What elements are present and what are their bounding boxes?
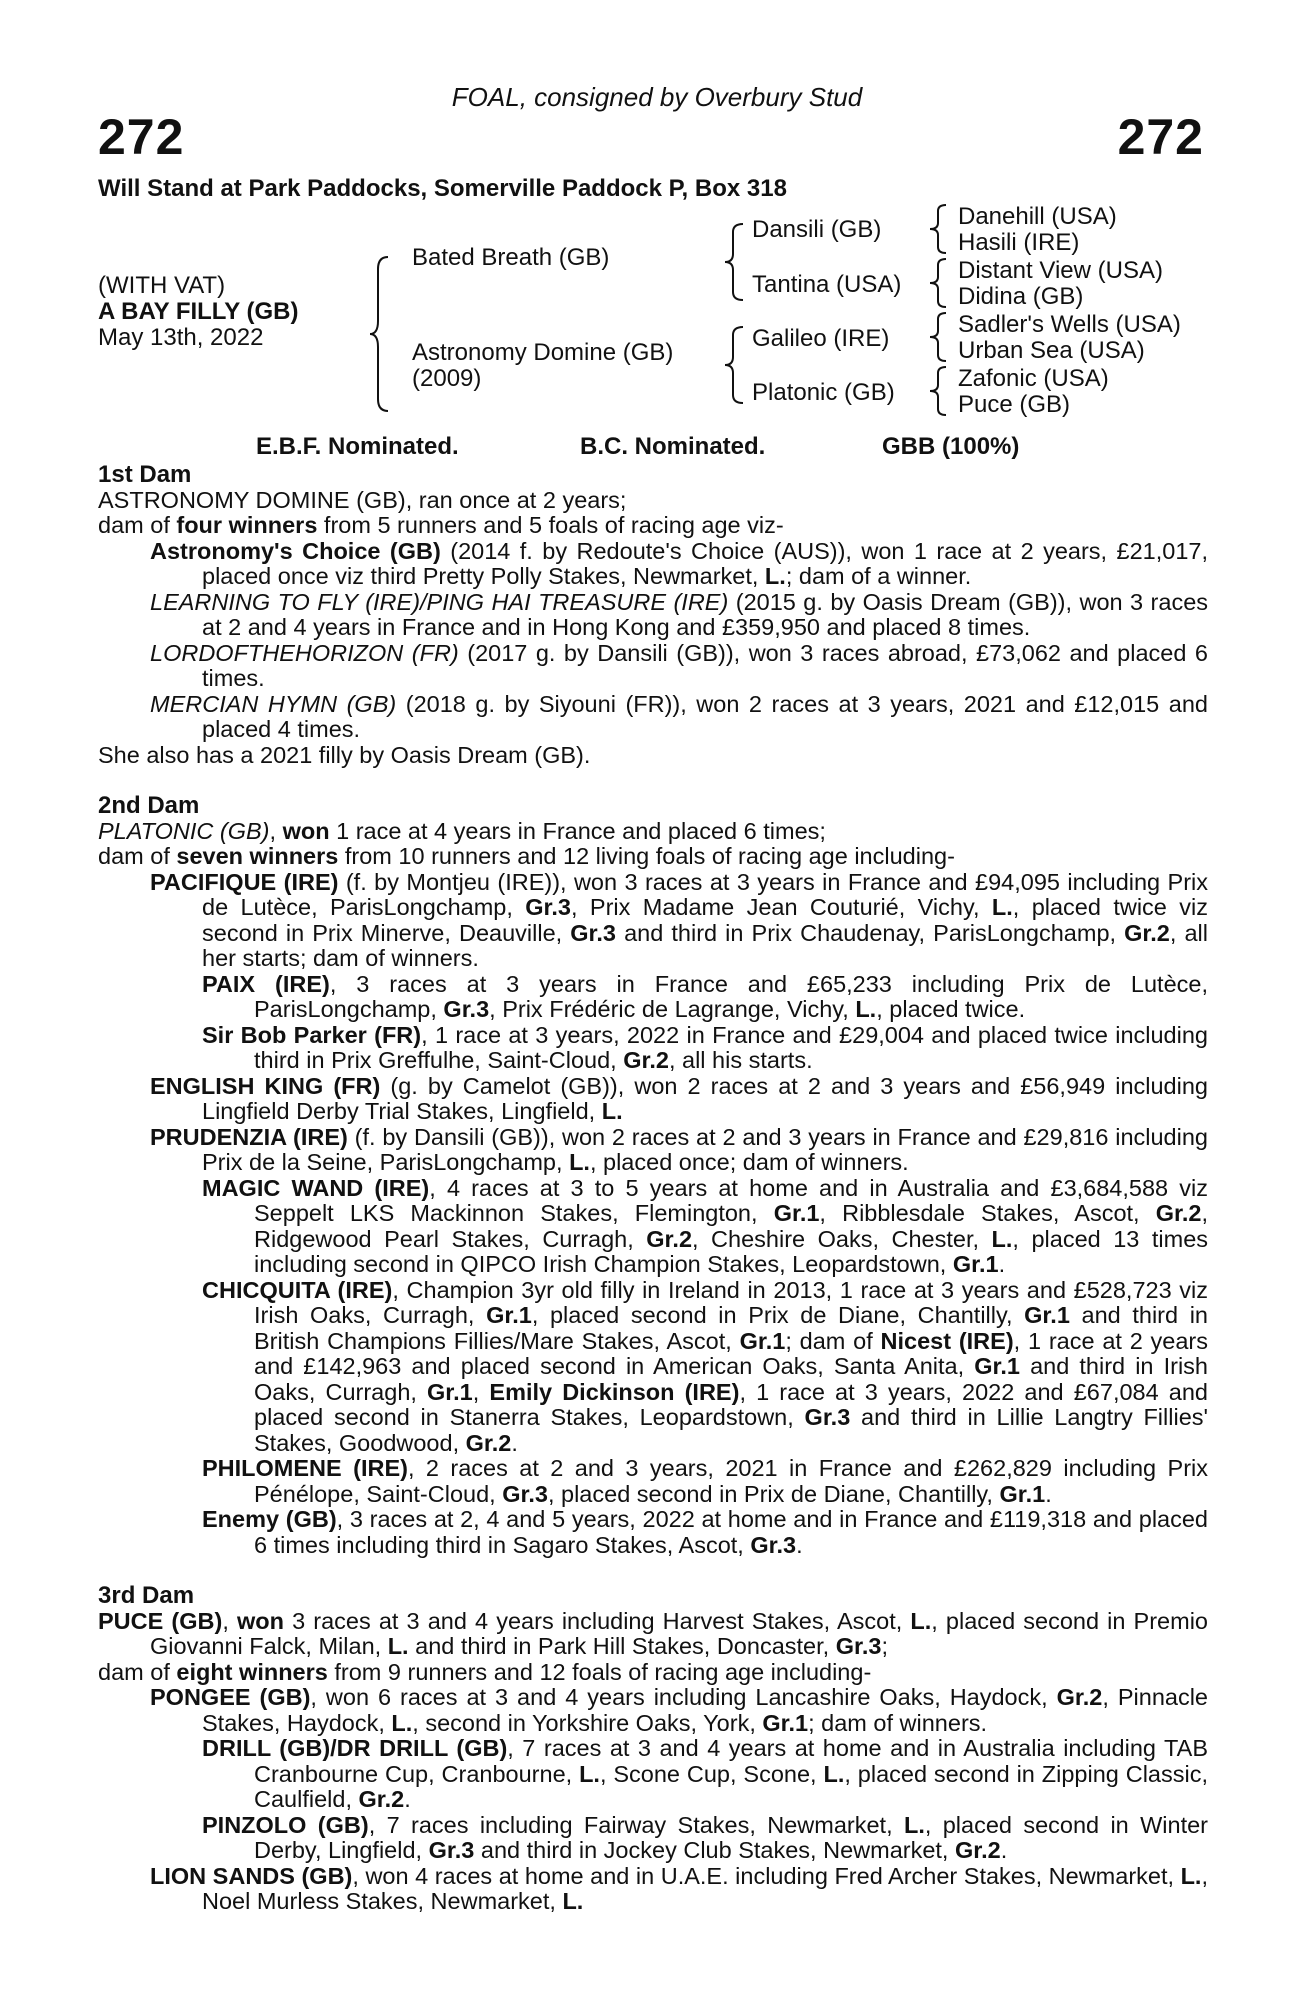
dam: Astronomy Domine (GB) bbox=[412, 339, 674, 366]
produce-record bbox=[98, 462, 1208, 1915]
dam-produce-summary: dam of four winners from 5 runners and 5 foals of racing age viz- bbox=[98, 512, 784, 538]
pedigree-brace bbox=[725, 325, 749, 405]
section-heading: 1st Dam bbox=[98, 461, 192, 488]
produce-entry: Sir Bob Parker (FR), 1 race at 3 years, 2022 in France and £29,004 and placed twice including third in Prix Greffulhe, Saint-Cloud, Gr.2, all his starts. bbox=[202, 1021, 1208, 1073]
pedigree-g2-1: Dansili (GB) bbox=[752, 216, 882, 243]
produce-entry: PAIX (IRE), 3 races at 3 years in France and £65,233 including Prix de Lutèce, ParisLongchamp, Gr.3, Prix Frédéric de Lagrange, Vichy, L., placed twice. bbox=[202, 970, 1208, 1022]
pedigree-brace bbox=[930, 365, 952, 417]
dam-summary: PLATONIC (GB), won 1 race at 4 years in France and placed 6 times; bbox=[98, 817, 826, 844]
pedigree-g3-1: Danehill (USA) bbox=[958, 203, 1117, 230]
stand-location: Will Stand at Park Paddocks, Somerville Paddock P, Box 318 bbox=[98, 175, 787, 202]
produce-entry: PRUDENZIA (IRE) (f. by Dansili (GB)), won 2 races at 2 and 3 years in France and £29,816 including Prix de la Seine, ParisLongchamp, L., placed once; dam of winners. bbox=[150, 1123, 1208, 1175]
pedigree-g3-3: Distant View (USA) bbox=[958, 257, 1163, 284]
produce-entry: DRILL (GB)/DR DRILL (GB), 7 races at 3 and 4 years at home and in Australia including TAB Cranbourne Cup, Cranbourne, L., Scone Cup, Scone, L., placed second in Zipping Classic, Caulfield, Gr.2. bbox=[202, 1735, 1208, 1812]
produce-entry: MAGIC WAND (IRE), 4 races at 3 to 5 years at home and in Australia and £3,684,588 viz Seppelt LKS Mackinnon Stakes, Flemington, Gr.1, Ribblesdale Stakes, Ascot, Gr.2, Ridgewood Pearl Stakes, Curragh, Gr.2, Cheshire Oaks, Chester, L., placed 13 times including second in QIPCO Irish Champion Stakes, Leopardstown, Gr.1. bbox=[202, 1174, 1209, 1277]
pedigree-g3-2: Hasili (IRE) bbox=[958, 229, 1080, 256]
nomination-gbb: GBB (100%) bbox=[882, 433, 1020, 460]
dam-closing-note: She also has a 2021 filly by Oasis Dream (GB). bbox=[98, 741, 591, 768]
produce-entry: Enemy (GB), 3 races at 2, 4 and 5 years, 2022 at home and in France and £119,318 and placed 6 times including third in Sagaro Stakes, Ascot, Gr.3. bbox=[202, 1506, 1208, 1558]
produce-entry: PACIFIQUE (IRE) (f. by Montjeu (IRE)), won 3 races at 3 years in France and £94,095 including Prix de Lutèce, ParisLongchamp, Gr.3, Prix Madame Jean Couturié, Vichy, L., placed twice viz second in Prix Minerve, Deauville, Gr.3 and third in Prix Chaudenay, ParisLongchamp, Gr.2, all her starts; dam of winners. bbox=[150, 868, 1208, 971]
dam-year: (2009) bbox=[412, 365, 482, 392]
sire: Bated Breath (GB) bbox=[412, 244, 610, 271]
nomination-ebf: E.B.F. Nominated. bbox=[256, 433, 459, 460]
pedigree-brace bbox=[725, 222, 749, 302]
section-heading: 2nd Dam bbox=[98, 792, 200, 819]
lot-number-right: 272 bbox=[1117, 109, 1204, 165]
produce-entry: PINZOLO (GB), 7 races including Fairway Stakes, Newmarket, L., placed second in Winter Derby, Lingfield, Gr.3 and third in Jockey Club Stakes, Newmarket, Gr.2. bbox=[202, 1811, 1208, 1863]
dam-produce-summary: dam of eight winners from 9 runners and 12 foals of racing age including- bbox=[98, 1658, 872, 1685]
produce-entry: CHICQUITA (IRE), Champion 3yr old filly in Ireland in 2013, 1 race at 3 years and £528,723 viz Irish Oaks, Curragh, Gr.1, placed second in Prix de Diane, Chantilly, Gr.1 and third in British Champions Fillies/Mare Stakes, Ascot, Gr.1; dam of Nicest (IRE), 1 race at 2 years and £142,963 and placed second in American Oaks, Santa Anita, Gr.1 and third in Irish Oaks, Curragh, Gr.1, Emily Dickinson (IRE), 1 race at 3 years, 2022 and £67,084 and placed second in Stanerra Stakes, Leopardstown, Gr.3 and third in Lillie Langtry Fillies' Stakes, Goodwood, Gr.2. bbox=[202, 1276, 1209, 1456]
vat-note: (WITH VAT) bbox=[98, 272, 226, 299]
lot-number-left: 272 bbox=[98, 109, 185, 165]
pedigree-g3-5: Sadler's Wells (USA) bbox=[958, 311, 1181, 338]
section-heading: 3rd Dam bbox=[98, 1582, 195, 1609]
produce-entry: PONGEE (GB), won 6 races at 3 and 4 years including Lancashire Oaks, Haydock, Gr.2, Pinnacle Stakes, Haydock, L., second in Yorkshire Oaks, York, Gr.1; dam of winners. bbox=[150, 1684, 1208, 1736]
produce-entry: PHILOMENE (IRE), 2 races at 2 and 3 years, 2021 in France and £262,829 including Prix Pénélope, Saint-Cloud, Gr.3, placed second in Prix de Diane, Chantilly, Gr.1. bbox=[202, 1455, 1208, 1507]
produce-entry: MERCIAN HYMN (GB) (2018 g. by Siyouni (FR)), won 2 races at 3 years, 2021 and £12,015 and placed 4 times. bbox=[150, 690, 1208, 742]
pedigree-brace bbox=[370, 255, 394, 413]
nomination-bc: B.C. Nominated. bbox=[580, 433, 766, 460]
pedigree-g3-6: Urban Sea (USA) bbox=[958, 337, 1145, 364]
lot-title: A BAY FILLY (GB) bbox=[98, 298, 299, 325]
produce-entry: Astronomy's Choice (GB) (2014 f. by Redoute's Choice (AUS)), won 1 race at 2 years, £21,017, placed once viz third Pretty Polly Stakes, Newmarket, L.; dam of a winner. bbox=[150, 537, 1208, 589]
pedigree-brace bbox=[930, 311, 952, 363]
dam-produce-summary: dam of seven winners from 10 runners and 12 living foals of racing age including- bbox=[98, 843, 955, 869]
consignment-line: FOAL, consigned by Overbury Stud bbox=[451, 82, 863, 112]
foaling-date: May 13th, 2022 bbox=[98, 324, 264, 351]
pedigree-brace bbox=[930, 257, 952, 309]
produce-entry: LION SANDS (GB), won 4 races at home and in U.A.E. including Fred Archer Stakes, Newmarket, L., Noel Murless Stakes, Newmarket, L. bbox=[150, 1862, 1208, 1914]
pedigree-g3-4: Didina (GB) bbox=[958, 283, 1084, 310]
produce-entry: LEARNING TO FLY (IRE)/PING HAI TREASURE (IRE) (2015 g. by Oasis Dream (GB)), won 3 races at 2 and 4 years in France and in Hong Kong and £359,950 and placed 8 times. bbox=[150, 588, 1209, 640]
dam-summary: ASTRONOMY DOMINE (GB), ran once at 2 years; bbox=[98, 486, 627, 513]
pedigree-g2-4: Platonic (GB) bbox=[752, 379, 895, 406]
pedigree-brace bbox=[930, 203, 952, 255]
pedigree-g3-8: Puce (GB) bbox=[958, 391, 1071, 418]
produce-entry: ENGLISH KING (FR) (g. by Camelot (GB)), won 2 races at 2 and 3 years and £56,949 including Lingfield Derby Trial Stakes, Lingfield, L. bbox=[150, 1072, 1208, 1124]
produce-entry: LORDOFTHEHORIZON (FR) (2017 g. by Dansili (GB)), won 3 races abroad, £73,062 and placed 6 times. bbox=[150, 639, 1208, 691]
dam-summary: PUCE (GB), won 3 races at 3 and 4 years including Harvest Stakes, Ascot, L., placed second in Premio Giovanni Falck, Milan, L. and third in Park Hill Stakes, Doncaster, Gr.3; bbox=[98, 1607, 1208, 1659]
pedigree-g2-2: Tantina (USA) bbox=[752, 271, 902, 298]
pedigree-g3-7: Zafonic (USA) bbox=[958, 365, 1109, 392]
pedigree-g2-3: Galileo (IRE) bbox=[752, 325, 890, 352]
